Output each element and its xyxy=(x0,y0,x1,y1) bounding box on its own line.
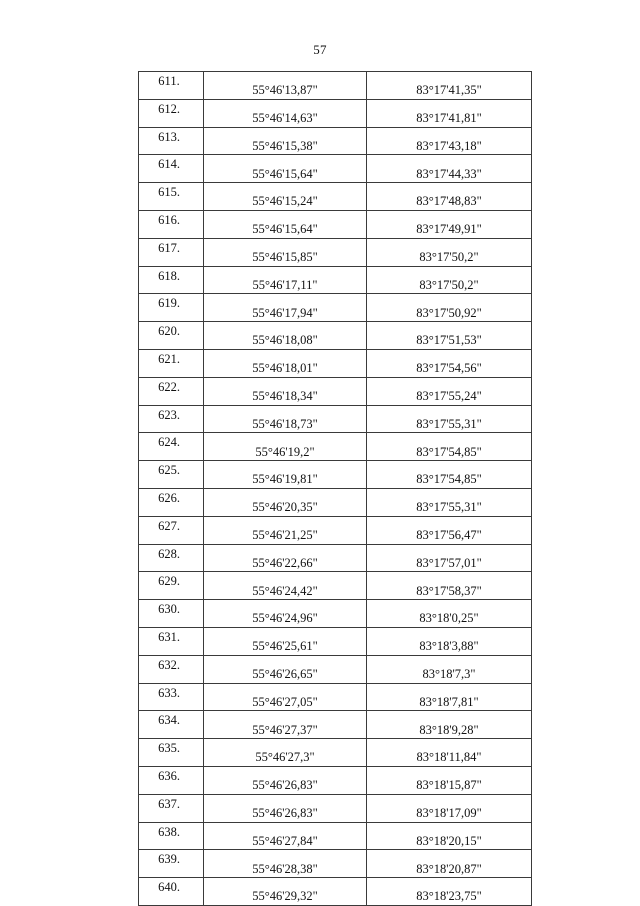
latitude-cell: 55°46'26,83" xyxy=(204,766,367,794)
latitude-cell: 55°46'17,11" xyxy=(204,266,367,294)
latitude-cell: 55°46'24,96" xyxy=(204,600,367,628)
point-number-cell: 618. xyxy=(139,266,204,294)
longitude-cell: 83°17'41,35" xyxy=(367,72,532,100)
point-number-cell: 611. xyxy=(139,72,204,100)
point-number-cell: 622. xyxy=(139,377,204,405)
latitude-cell: 55°46'26,83" xyxy=(204,794,367,822)
table-row xyxy=(139,516,532,544)
table-row xyxy=(139,183,532,211)
longitude-cell: 83°18'20,15" xyxy=(367,822,532,850)
point-number-cell: 635. xyxy=(139,739,204,767)
table-row xyxy=(139,238,532,266)
longitude-cell: 83°17'50,2" xyxy=(367,238,532,266)
page-number: 57 xyxy=(313,42,327,57)
table-row xyxy=(139,377,532,405)
point-number-cell: 612. xyxy=(139,99,204,127)
longitude-cell: 83°18'9,28" xyxy=(367,711,532,739)
longitude-cell: 83°17'48,83" xyxy=(367,183,532,211)
table-row xyxy=(139,766,532,794)
longitude-cell: 83°17'56,47" xyxy=(367,516,532,544)
point-number-cell: 628. xyxy=(139,544,204,572)
latitude-cell: 55°46'15,24" xyxy=(204,183,367,211)
longitude-cell: 83°17'43,18" xyxy=(367,127,532,155)
table-row xyxy=(139,488,532,516)
longitude-cell: 83°17'50,2" xyxy=(367,266,532,294)
table-row xyxy=(139,155,532,183)
table-row xyxy=(139,572,532,600)
longitude-cell: 83°17'54,85" xyxy=(367,433,532,461)
longitude-cell: 83°17'55,24" xyxy=(367,377,532,405)
coordinates-table-body xyxy=(139,72,532,906)
point-number-cell: 615. xyxy=(139,183,204,211)
table-row xyxy=(139,794,532,822)
point-number-cell: 623. xyxy=(139,405,204,433)
latitude-cell: 55°46'15,85" xyxy=(204,238,367,266)
longitude-cell: 83°17'55,31" xyxy=(367,405,532,433)
point-number-cell: 639. xyxy=(139,850,204,878)
point-number-cell: 629. xyxy=(139,572,204,600)
latitude-cell: 55°46'24,42" xyxy=(204,572,367,600)
point-number-cell: 631. xyxy=(139,627,204,655)
table-row xyxy=(139,72,532,100)
table-row xyxy=(139,683,532,711)
point-number-cell: 640. xyxy=(139,878,204,906)
latitude-cell: 55°46'19,2" xyxy=(204,433,367,461)
table-row xyxy=(139,544,532,572)
latitude-cell: 55°46'27,3" xyxy=(204,739,367,767)
longitude-cell: 83°17'50,92" xyxy=(367,294,532,322)
point-number-cell: 633. xyxy=(139,683,204,711)
table-row xyxy=(139,878,532,906)
table-row xyxy=(139,711,532,739)
table-row xyxy=(139,266,532,294)
point-number-cell: 616. xyxy=(139,210,204,238)
latitude-cell: 55°46'29,32" xyxy=(204,878,367,906)
latitude-cell: 55°46'28,38" xyxy=(204,850,367,878)
latitude-cell: 55°46'18,34" xyxy=(204,377,367,405)
longitude-cell: 83°18'11,84" xyxy=(367,739,532,767)
table-row xyxy=(139,99,532,127)
table-row xyxy=(139,405,532,433)
latitude-cell: 55°46'17,94" xyxy=(204,294,367,322)
latitude-cell: 55°46'25,61" xyxy=(204,627,367,655)
longitude-cell: 83°17'57,01" xyxy=(367,544,532,572)
longitude-cell: 83°17'54,56" xyxy=(367,349,532,377)
latitude-cell: 55°46'13,87" xyxy=(204,72,367,100)
table-row xyxy=(139,433,532,461)
longitude-cell: 83°17'49,91" xyxy=(367,210,532,238)
table-row xyxy=(139,322,532,350)
longitude-cell: 83°18'7,3" xyxy=(367,655,532,683)
latitude-cell: 55°46'15,38" xyxy=(204,127,367,155)
longitude-cell: 83°18'20,87" xyxy=(367,850,532,878)
longitude-cell: 83°17'54,85" xyxy=(367,461,532,489)
point-number-cell: 617. xyxy=(139,238,204,266)
point-number-cell: 636. xyxy=(139,766,204,794)
table-row xyxy=(139,127,532,155)
longitude-cell: 83°18'0,25" xyxy=(367,600,532,628)
longitude-cell: 83°18'23,75" xyxy=(367,878,532,906)
longitude-cell: 83°17'58,37" xyxy=(367,572,532,600)
table-row xyxy=(139,294,532,322)
latitude-cell: 55°46'18,73" xyxy=(204,405,367,433)
point-number-cell: 638. xyxy=(139,822,204,850)
table-row xyxy=(139,822,532,850)
point-number-cell: 632. xyxy=(139,655,204,683)
point-number-cell: 614. xyxy=(139,155,204,183)
table-row xyxy=(139,627,532,655)
latitude-cell: 55°46'27,05" xyxy=(204,683,367,711)
latitude-cell: 55°46'20,35" xyxy=(204,488,367,516)
point-number-cell: 624. xyxy=(139,433,204,461)
coordinates-table xyxy=(138,71,532,906)
point-number-cell: 620. xyxy=(139,322,204,350)
point-number-cell: 626. xyxy=(139,488,204,516)
longitude-cell: 83°17'41,81" xyxy=(367,99,532,127)
longitude-cell: 83°17'55,31" xyxy=(367,488,532,516)
longitude-cell: 83°18'17,09" xyxy=(367,794,532,822)
table-row xyxy=(139,349,532,377)
point-number-cell: 621. xyxy=(139,349,204,377)
table-row xyxy=(139,850,532,878)
table-row xyxy=(139,461,532,489)
longitude-cell: 83°17'51,53" xyxy=(367,322,532,350)
table-row xyxy=(139,739,532,767)
latitude-cell: 55°46'27,84" xyxy=(204,822,367,850)
latitude-cell: 55°46'27,37" xyxy=(204,711,367,739)
longitude-cell: 83°18'15,87" xyxy=(367,766,532,794)
table-row xyxy=(139,655,532,683)
point-number-cell: 619. xyxy=(139,294,204,322)
latitude-cell: 55°46'19,81" xyxy=(204,461,367,489)
point-number-cell: 627. xyxy=(139,516,204,544)
point-number-cell: 625. xyxy=(139,461,204,489)
longitude-cell: 83°18'3,88" xyxy=(367,627,532,655)
longitude-cell: 83°17'44,33" xyxy=(367,155,532,183)
table-row xyxy=(139,210,532,238)
table-row xyxy=(139,600,532,628)
point-number-cell: 634. xyxy=(139,711,204,739)
latitude-cell: 55°46'18,08" xyxy=(204,322,367,350)
longitude-cell: 83°18'7,81" xyxy=(367,683,532,711)
point-number-cell: 630. xyxy=(139,600,204,628)
latitude-cell: 55°46'15,64" xyxy=(204,155,367,183)
latitude-cell: 55°46'14,63" xyxy=(204,99,367,127)
latitude-cell: 55°46'26,65" xyxy=(204,655,367,683)
latitude-cell: 55°46'22,66" xyxy=(204,544,367,572)
latitude-cell: 55°46'15,64" xyxy=(204,210,367,238)
point-number-cell: 613. xyxy=(139,127,204,155)
latitude-cell: 55°46'21,25" xyxy=(204,516,367,544)
point-number-cell: 637. xyxy=(139,794,204,822)
latitude-cell: 55°46'18,01" xyxy=(204,349,367,377)
